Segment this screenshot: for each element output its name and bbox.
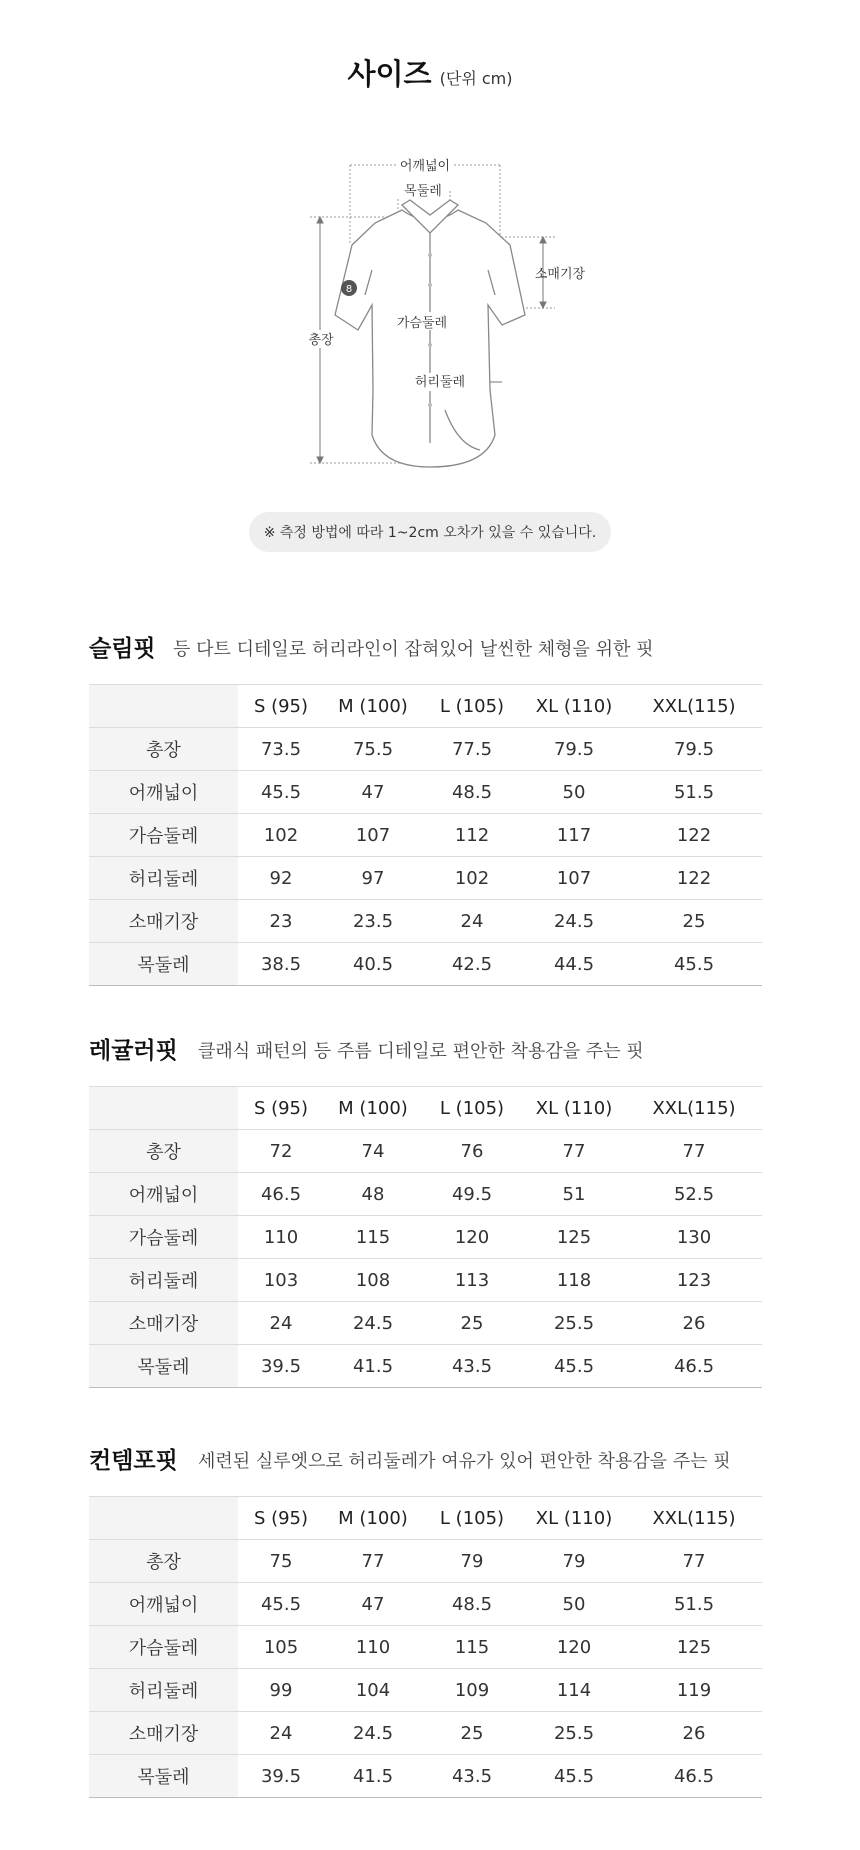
table-row bbox=[89, 1669, 762, 1712]
size-header: XXL(115) bbox=[626, 1087, 762, 1130]
row-label: 소매기장 bbox=[89, 1712, 238, 1755]
table-row bbox=[89, 1216, 762, 1259]
size-badge-number: 8 bbox=[345, 284, 353, 295]
table-cell: 48.5 bbox=[422, 771, 522, 814]
table-cell: 103 bbox=[238, 1259, 324, 1302]
table-cell: 25.5 bbox=[522, 1302, 626, 1345]
fit-section-slim bbox=[89, 630, 762, 986]
table-cell: 46.5 bbox=[626, 1345, 762, 1388]
size-header: M (100) bbox=[324, 1497, 422, 1540]
table-cell: 115 bbox=[422, 1626, 522, 1669]
size-table bbox=[89, 1086, 762, 1388]
table-cell: 79 bbox=[522, 1540, 626, 1583]
table-cell: 45.5 bbox=[238, 771, 324, 814]
table-cell: 118 bbox=[522, 1259, 626, 1302]
table-row bbox=[89, 1345, 762, 1388]
table-cell: 48 bbox=[324, 1173, 422, 1216]
table-cell: 123 bbox=[626, 1259, 762, 1302]
table-cell: 110 bbox=[324, 1626, 422, 1669]
row-label: 목둘레 bbox=[89, 1755, 238, 1798]
table-cell: 43.5 bbox=[422, 1755, 522, 1798]
table-cell: 76 bbox=[422, 1130, 522, 1173]
table-cell: 117 bbox=[522, 814, 626, 857]
table-cell: 39.5 bbox=[238, 1345, 324, 1388]
table-cell: 51 bbox=[522, 1173, 626, 1216]
size-header: L (105) bbox=[422, 1497, 522, 1540]
row-label: 어깨넓이 bbox=[89, 1173, 238, 1216]
table-cell: 23 bbox=[238, 900, 324, 943]
label-sleeve: 소매기장 bbox=[534, 267, 586, 282]
fit-section-regular bbox=[89, 1032, 762, 1388]
table-cell: 24.5 bbox=[324, 1302, 422, 1345]
table-cell: 105 bbox=[238, 1626, 324, 1669]
size-header: XXL(115) bbox=[626, 685, 762, 728]
table-cell: 45.5 bbox=[238, 1583, 324, 1626]
fit-description: 클래식 패턴의 등 주름 디테일로 편안한 착용감을 주는 핏 bbox=[198, 1041, 644, 1062]
row-label: 가슴둘레 bbox=[89, 1216, 238, 1259]
table-cell: 102 bbox=[238, 814, 324, 857]
table-cell: 125 bbox=[626, 1626, 762, 1669]
size-header: XXL(115) bbox=[626, 1497, 762, 1540]
measurement-note: ※ 측정 방법에 따라 1~2cm 오차가 있을 수 있습니다. bbox=[249, 512, 611, 552]
table-cell: 25.5 bbox=[522, 1712, 626, 1755]
table-cell: 24.5 bbox=[324, 1712, 422, 1755]
size-header: S (95) bbox=[238, 1087, 324, 1130]
table-cell: 125 bbox=[522, 1216, 626, 1259]
row-label: 가슴둘레 bbox=[89, 1626, 238, 1669]
fit-description: 세련된 실루엣으로 허리둘레가 여유가 있어 편안한 착용감을 주는 핏 bbox=[198, 1451, 731, 1472]
size-header: L (105) bbox=[422, 1087, 522, 1130]
fit-section-contempo bbox=[89, 1442, 762, 1798]
table-cell: 52.5 bbox=[626, 1173, 762, 1216]
table-cell: 43.5 bbox=[422, 1345, 522, 1388]
table-cell: 77 bbox=[522, 1130, 626, 1173]
size-header: S (95) bbox=[238, 1497, 324, 1540]
table-cell: 25 bbox=[626, 900, 762, 943]
fit-title: 레귤러핏 bbox=[89, 1038, 178, 1064]
table-cell: 41.5 bbox=[324, 1755, 422, 1798]
table-cell: 24 bbox=[238, 1302, 324, 1345]
table-cell: 24.5 bbox=[522, 900, 626, 943]
table-cell: 38.5 bbox=[238, 943, 324, 986]
table-cell: 26 bbox=[626, 1302, 762, 1345]
row-label: 어깨넓이 bbox=[89, 771, 238, 814]
row-label: 목둘레 bbox=[89, 943, 238, 986]
table-row bbox=[89, 771, 762, 814]
table-cell: 74 bbox=[324, 1130, 422, 1173]
size-header: S (95) bbox=[238, 685, 324, 728]
table-cell: 42.5 bbox=[422, 943, 522, 986]
table-cell: 73.5 bbox=[238, 728, 324, 771]
table-cell: 48.5 bbox=[422, 1583, 522, 1626]
table-cell: 50 bbox=[522, 1583, 626, 1626]
table-row bbox=[89, 1173, 762, 1216]
table-header-row bbox=[89, 1087, 762, 1130]
row-label: 허리둘레 bbox=[89, 1259, 238, 1302]
table-cell: 49.5 bbox=[422, 1173, 522, 1216]
row-label: 소매기장 bbox=[89, 900, 238, 943]
table-cell: 25 bbox=[422, 1302, 522, 1345]
table-cell: 47 bbox=[324, 1583, 422, 1626]
size-header: M (100) bbox=[324, 685, 422, 728]
table-header-row bbox=[89, 685, 762, 728]
table-row bbox=[89, 1755, 762, 1798]
label-chest: 가슴둘레 bbox=[396, 316, 448, 331]
corner-cell bbox=[89, 1497, 238, 1540]
fit-header bbox=[89, 630, 762, 684]
table-cell: 77 bbox=[324, 1540, 422, 1583]
size-header: M (100) bbox=[324, 1087, 422, 1130]
table-cell: 107 bbox=[324, 814, 422, 857]
row-label: 총장 bbox=[89, 1540, 238, 1583]
table-cell: 120 bbox=[422, 1216, 522, 1259]
table-cell: 104 bbox=[324, 1669, 422, 1712]
row-label: 허리둘레 bbox=[89, 1669, 238, 1712]
table-cell: 79.5 bbox=[522, 728, 626, 771]
table-cell: 23.5 bbox=[324, 900, 422, 943]
table-cell: 92 bbox=[238, 857, 324, 900]
table-cell: 119 bbox=[626, 1669, 762, 1712]
size-table bbox=[89, 684, 762, 986]
size-table bbox=[89, 1496, 762, 1798]
table-cell: 102 bbox=[422, 857, 522, 900]
table-cell: 120 bbox=[522, 1626, 626, 1669]
table-cell: 79.5 bbox=[626, 728, 762, 771]
table-row bbox=[89, 1583, 762, 1626]
row-label: 목둘레 bbox=[89, 1345, 238, 1388]
row-label: 허리둘레 bbox=[89, 857, 238, 900]
table-row bbox=[89, 728, 762, 771]
table-cell: 41.5 bbox=[324, 1345, 422, 1388]
table-cell: 108 bbox=[324, 1259, 422, 1302]
table-row bbox=[89, 814, 762, 857]
row-label: 어깨넓이 bbox=[89, 1583, 238, 1626]
table-cell: 75 bbox=[238, 1540, 324, 1583]
table-cell: 40.5 bbox=[324, 943, 422, 986]
label-length: 총장 bbox=[308, 333, 334, 348]
size-header: XL (110) bbox=[522, 685, 626, 728]
label-neck: 목둘레 bbox=[404, 184, 442, 199]
table-cell: 24 bbox=[238, 1712, 324, 1755]
fit-title: 컨템포핏 bbox=[89, 1448, 178, 1474]
table-cell: 115 bbox=[324, 1216, 422, 1259]
table-cell: 77 bbox=[626, 1130, 762, 1173]
table-cell: 75.5 bbox=[324, 728, 422, 771]
table-cell: 51.5 bbox=[626, 1583, 762, 1626]
table-cell: 97 bbox=[324, 857, 422, 900]
shirt-outline bbox=[335, 200, 525, 467]
table-row bbox=[89, 1626, 762, 1669]
size-header: L (105) bbox=[422, 685, 522, 728]
table-cell: 39.5 bbox=[238, 1755, 324, 1798]
table-row bbox=[89, 1130, 762, 1173]
table-cell: 24 bbox=[422, 900, 522, 943]
size-header: XL (110) bbox=[522, 1087, 626, 1130]
table-cell: 77 bbox=[626, 1540, 762, 1583]
table-cell: 46.5 bbox=[626, 1755, 762, 1798]
table-cell: 130 bbox=[626, 1216, 762, 1259]
table-cell: 25 bbox=[422, 1712, 522, 1755]
row-label: 총장 bbox=[89, 1130, 238, 1173]
table-cell: 47 bbox=[324, 771, 422, 814]
table-cell: 110 bbox=[238, 1216, 324, 1259]
label-shoulder: 어깨넓이 bbox=[399, 159, 451, 174]
table-cell: 44.5 bbox=[522, 943, 626, 986]
unit-label: (단위 cm) bbox=[439, 69, 513, 88]
corner-cell bbox=[89, 685, 238, 728]
table-cell: 122 bbox=[626, 814, 762, 857]
row-label: 소매기장 bbox=[89, 1302, 238, 1345]
table-cell: 109 bbox=[422, 1669, 522, 1712]
table-cell: 45.5 bbox=[626, 943, 762, 986]
table-cell: 26 bbox=[626, 1712, 762, 1755]
table-cell: 50 bbox=[522, 771, 626, 814]
table-header-row bbox=[89, 1497, 762, 1540]
size-header: XL (110) bbox=[522, 1497, 626, 1540]
table-cell: 45.5 bbox=[522, 1345, 626, 1388]
fit-description: 등 다트 디테일로 허리라인이 잡혀있어 날씬한 체형을 위한 핏 bbox=[173, 639, 654, 660]
table-cell: 79 bbox=[422, 1540, 522, 1583]
page-header bbox=[0, 52, 860, 93]
fit-header bbox=[89, 1032, 762, 1086]
label-waist: 허리둘레 bbox=[414, 375, 466, 390]
table-cell: 51.5 bbox=[626, 771, 762, 814]
table-cell: 46.5 bbox=[238, 1173, 324, 1216]
row-label: 총장 bbox=[89, 728, 238, 771]
table-row bbox=[89, 1302, 762, 1345]
table-cell: 72 bbox=[238, 1130, 324, 1173]
shirt-measurement-diagram bbox=[290, 145, 586, 475]
table-row bbox=[89, 857, 762, 900]
table-cell: 107 bbox=[522, 857, 626, 900]
table-cell: 113 bbox=[422, 1259, 522, 1302]
table-row bbox=[89, 1259, 762, 1302]
corner-cell bbox=[89, 1087, 238, 1130]
fit-header bbox=[89, 1442, 762, 1496]
table-row bbox=[89, 1712, 762, 1755]
table-cell: 122 bbox=[626, 857, 762, 900]
table-row bbox=[89, 900, 762, 943]
table-cell: 112 bbox=[422, 814, 522, 857]
page-title: 사이즈 bbox=[347, 57, 432, 91]
table-row bbox=[89, 1540, 762, 1583]
table-cell: 77.5 bbox=[422, 728, 522, 771]
fit-title: 슬림핏 bbox=[89, 636, 156, 662]
table-cell: 45.5 bbox=[522, 1755, 626, 1798]
table-row bbox=[89, 943, 762, 986]
table-cell: 99 bbox=[238, 1669, 324, 1712]
row-label: 가슴둘레 bbox=[89, 814, 238, 857]
table-cell: 114 bbox=[522, 1669, 626, 1712]
